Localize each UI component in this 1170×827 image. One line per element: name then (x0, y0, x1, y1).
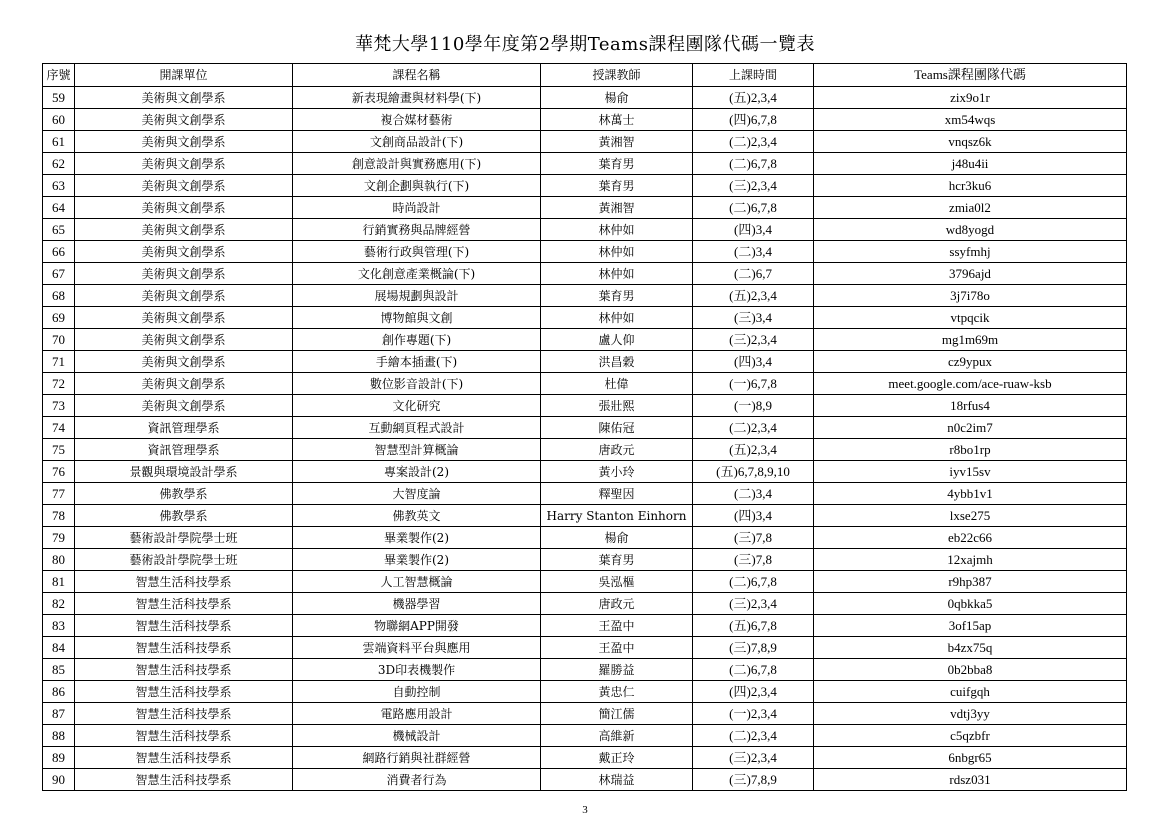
table-header (43, 64, 1127, 87)
cell-teams-code: mg1m69m (814, 329, 1127, 351)
cell-department: 藝術設計學院學士班 (75, 527, 293, 549)
cell-serial-number: 78 (43, 505, 75, 527)
cell-course-name: 文化研究 (293, 395, 541, 417)
cell-course-name: 文化創意產業概論(下) (293, 263, 541, 285)
cell-instructor: 黃小玲 (541, 461, 693, 483)
table-row (43, 241, 1127, 263)
cell-teams-code: cz9ypux (814, 351, 1127, 373)
cell-instructor: 唐政元 (541, 593, 693, 615)
table-row (43, 725, 1127, 747)
cell-instructor: 吳泓樞 (541, 571, 693, 593)
table-row (43, 439, 1127, 461)
cell-department: 美術與文創學系 (75, 285, 293, 307)
cell-serial-number: 87 (43, 703, 75, 725)
cell-teams-code: cuifgqh (814, 681, 1127, 703)
cell-department: 美術與文創學系 (75, 153, 293, 175)
cell-instructor: 林仲如 (541, 219, 693, 241)
cell-teams-code: vdtj3yy (814, 703, 1127, 725)
cell-course-name: 3D印表機製作 (293, 659, 541, 681)
cell-course-name: 消費者行為 (293, 769, 541, 791)
cell-teams-code: vtpqcik (814, 307, 1127, 329)
cell-course-name: 機器學習 (293, 593, 541, 615)
cell-instructor: 杜偉 (541, 373, 693, 395)
cell-teams-code: vnqsz6k (814, 131, 1127, 153)
cell-teams-code: zmia0l2 (814, 197, 1127, 219)
cell-course-name: 佛教英文 (293, 505, 541, 527)
table-row (43, 263, 1127, 285)
cell-instructor: 林瑞益 (541, 769, 693, 791)
cell-instructor: 楊俞 (541, 527, 693, 549)
table-row (43, 593, 1127, 615)
cell-course-name: 專案設計(2) (293, 461, 541, 483)
header-teams-code: Teams課程團隊代碼 (814, 64, 1127, 87)
cell-teams-code: b4zx75q (814, 637, 1127, 659)
cell-serial-number: 59 (43, 87, 75, 109)
cell-department: 美術與文創學系 (75, 197, 293, 219)
cell-class-time: (五)2,3,4 (693, 439, 814, 461)
table-row (43, 505, 1127, 527)
course-code-table (42, 63, 1127, 791)
cell-serial-number: 80 (43, 549, 75, 571)
cell-serial-number: 82 (43, 593, 75, 615)
table-row (43, 131, 1127, 153)
cell-serial-number: 73 (43, 395, 75, 417)
cell-course-name: 畢業製作(2) (293, 527, 541, 549)
cell-teams-code: r8bo1rp (814, 439, 1127, 461)
cell-class-time: (二)2,3,4 (693, 131, 814, 153)
cell-class-time: (四)3,4 (693, 351, 814, 373)
cell-serial-number: 71 (43, 351, 75, 373)
cell-course-name: 複合媒材藝術 (293, 109, 541, 131)
cell-department: 美術與文創學系 (75, 131, 293, 153)
cell-instructor: 釋聖因 (541, 483, 693, 505)
cell-serial-number: 84 (43, 637, 75, 659)
cell-teams-code: eb22c66 (814, 527, 1127, 549)
header-department: 開課單位 (75, 64, 293, 87)
cell-instructor: 林仲如 (541, 307, 693, 329)
cell-course-name: 文創企劃與執行(下) (293, 175, 541, 197)
table-row (43, 373, 1127, 395)
cell-serial-number: 67 (43, 263, 75, 285)
cell-instructor: 葉育男 (541, 285, 693, 307)
header-serial-number: 序號 (43, 64, 75, 87)
cell-instructor: 王盈中 (541, 615, 693, 637)
cell-teams-code: r9hp387 (814, 571, 1127, 593)
cell-class-time: (三)2,3,4 (693, 747, 814, 769)
cell-course-name: 創作專題(下) (293, 329, 541, 351)
table-row (43, 615, 1127, 637)
cell-instructor: 陳佑冠 (541, 417, 693, 439)
table-row (43, 461, 1127, 483)
cell-serial-number: 69 (43, 307, 75, 329)
header-instructor: 授課教師 (541, 64, 693, 87)
cell-instructor: Harry Stanton Einhorn (541, 505, 693, 527)
cell-course-name: 新表現繪畫與材料學(下) (293, 87, 541, 109)
cell-class-time: (四)3,4 (693, 219, 814, 241)
cell-teams-code: 3j7i78o (814, 285, 1127, 307)
cell-teams-code: 4ybb1v1 (814, 483, 1127, 505)
table-row (43, 681, 1127, 703)
cell-teams-code: zix9o1r (814, 87, 1127, 109)
cell-class-time: (三)7,8 (693, 549, 814, 571)
cell-course-name: 手繪本插畫(下) (293, 351, 541, 373)
cell-serial-number: 86 (43, 681, 75, 703)
cell-instructor: 黃湘智 (541, 131, 693, 153)
cell-class-time: (二)6,7 (693, 263, 814, 285)
table-row (43, 395, 1127, 417)
cell-class-time: (二)2,3,4 (693, 725, 814, 747)
cell-course-name: 電路應用設計 (293, 703, 541, 725)
cell-course-name: 畢業製作(2) (293, 549, 541, 571)
cell-instructor: 高維新 (541, 725, 693, 747)
table-row (43, 659, 1127, 681)
cell-serial-number: 75 (43, 439, 75, 461)
cell-instructor: 張壯熙 (541, 395, 693, 417)
cell-instructor: 林萬士 (541, 109, 693, 131)
header-row (43, 64, 1127, 87)
cell-class-time: (三)2,3,4 (693, 329, 814, 351)
table-row (43, 417, 1127, 439)
cell-serial-number: 79 (43, 527, 75, 549)
cell-class-time: (二)2,3,4 (693, 417, 814, 439)
table-row (43, 285, 1127, 307)
cell-teams-code: n0c2im7 (814, 417, 1127, 439)
cell-instructor: 簡江儒 (541, 703, 693, 725)
cell-serial-number: 77 (43, 483, 75, 505)
cell-serial-number: 90 (43, 769, 75, 791)
cell-course-name: 時尚設計 (293, 197, 541, 219)
cell-teams-code: c5qzbfr (814, 725, 1127, 747)
table-row (43, 703, 1127, 725)
cell-teams-code: lxse275 (814, 505, 1127, 527)
cell-department: 智慧生活科技學系 (75, 637, 293, 659)
cell-serial-number: 70 (43, 329, 75, 351)
cell-teams-code: 3796ajd (814, 263, 1127, 285)
cell-serial-number: 85 (43, 659, 75, 681)
cell-class-time: (二)6,7,8 (693, 197, 814, 219)
table-row (43, 153, 1127, 175)
cell-instructor: 葉育男 (541, 153, 693, 175)
cell-serial-number: 63 (43, 175, 75, 197)
cell-teams-code: ssyfmhj (814, 241, 1127, 263)
table-row (43, 351, 1127, 373)
cell-department: 美術與文創學系 (75, 241, 293, 263)
cell-course-name: 行銷實務與品牌經營 (293, 219, 541, 241)
table-row (43, 219, 1127, 241)
cell-teams-code: 0qbkka5 (814, 593, 1127, 615)
cell-teams-code: hcr3ku6 (814, 175, 1127, 197)
cell-class-time: (四)6,7,8 (693, 109, 814, 131)
cell-class-time: (五)6,7,8,9,10 (693, 461, 814, 483)
cell-class-time: (二)6,7,8 (693, 659, 814, 681)
cell-course-name: 大智度論 (293, 483, 541, 505)
cell-serial-number: 89 (43, 747, 75, 769)
cell-department: 藝術設計學院學士班 (75, 549, 293, 571)
cell-class-time: (三)7,8,9 (693, 769, 814, 791)
cell-course-name: 人工智慧概論 (293, 571, 541, 593)
table-row (43, 87, 1127, 109)
cell-department: 智慧生活科技學系 (75, 681, 293, 703)
cell-class-time: (二)3,4 (693, 241, 814, 263)
cell-department: 景觀與環境設計學系 (75, 461, 293, 483)
table-row (43, 769, 1127, 791)
document-title: 華梵大學110學年度第2學期Teams課程團隊代碼一覽表 (354, 34, 816, 55)
cell-instructor: 林仲如 (541, 241, 693, 263)
cell-department: 智慧生活科技學系 (75, 703, 293, 725)
cell-serial-number: 72 (43, 373, 75, 395)
cell-class-time: (四)3,4 (693, 505, 814, 527)
cell-department: 美術與文創學系 (75, 109, 293, 131)
cell-department: 智慧生活科技學系 (75, 615, 293, 637)
header-course-name: 課程名稱 (293, 64, 541, 87)
table-row (43, 307, 1127, 329)
cell-department: 資訊管理學系 (75, 417, 293, 439)
cell-class-time: (五)2,3,4 (693, 87, 814, 109)
cell-instructor: 唐政元 (541, 439, 693, 461)
cell-course-name: 雲端資料平台與應用 (293, 637, 541, 659)
cell-serial-number: 81 (43, 571, 75, 593)
cell-department: 佛教學系 (75, 483, 293, 505)
cell-serial-number: 60 (43, 109, 75, 131)
cell-course-name: 文創商品設計(下) (293, 131, 541, 153)
cell-class-time: (三)7,8 (693, 527, 814, 549)
cell-department: 美術與文創學系 (75, 373, 293, 395)
cell-instructor: 洪昌穀 (541, 351, 693, 373)
table-row (43, 637, 1127, 659)
cell-course-name: 自動控制 (293, 681, 541, 703)
cell-department: 美術與文創學系 (75, 87, 293, 109)
table-body (43, 87, 1127, 791)
cell-department: 美術與文創學系 (75, 307, 293, 329)
table-row (43, 527, 1127, 549)
cell-department: 智慧生活科技學系 (75, 659, 293, 681)
cell-serial-number: 65 (43, 219, 75, 241)
cell-serial-number: 83 (43, 615, 75, 637)
cell-serial-number: 76 (43, 461, 75, 483)
page-number: 3 (582, 804, 588, 816)
cell-class-time: (五)6,7,8 (693, 615, 814, 637)
cell-course-name: 智慧型計算概論 (293, 439, 541, 461)
cell-class-time: (三)2,3,4 (693, 175, 814, 197)
cell-course-name: 藝術行政與管理(下) (293, 241, 541, 263)
cell-course-name: 網路行銷與社群經營 (293, 747, 541, 769)
cell-instructor: 黃湘智 (541, 197, 693, 219)
cell-teams-code: 12xajmh (814, 549, 1127, 571)
cell-course-name: 物聯網APP開發 (293, 615, 541, 637)
cell-course-name: 博物館與文創 (293, 307, 541, 329)
cell-department: 美術與文創學系 (75, 329, 293, 351)
cell-course-name: 機械設計 (293, 725, 541, 747)
cell-teams-code: meet.google.com/ace-ruaw-ksb (814, 373, 1127, 395)
cell-class-time: (三)3,4 (693, 307, 814, 329)
cell-instructor: 戴正玲 (541, 747, 693, 769)
cell-instructor: 王盈中 (541, 637, 693, 659)
cell-department: 智慧生活科技學系 (75, 725, 293, 747)
table-row (43, 483, 1127, 505)
cell-teams-code: 18rfus4 (814, 395, 1127, 417)
cell-class-time: (一)8,9 (693, 395, 814, 417)
table-row (43, 175, 1127, 197)
cell-instructor: 盧人仰 (541, 329, 693, 351)
cell-serial-number: 88 (43, 725, 75, 747)
cell-teams-code: xm54wqs (814, 109, 1127, 131)
cell-serial-number: 66 (43, 241, 75, 263)
table-row (43, 571, 1127, 593)
cell-teams-code: iyv15sv (814, 461, 1127, 483)
cell-class-time: (二)6,7,8 (693, 153, 814, 175)
cell-teams-code: 0b2bba8 (814, 659, 1127, 681)
cell-course-name: 展場規劃與設計 (293, 285, 541, 307)
cell-serial-number: 64 (43, 197, 75, 219)
cell-department: 智慧生活科技學系 (75, 571, 293, 593)
cell-instructor: 葉育男 (541, 549, 693, 571)
cell-department: 美術與文創學系 (75, 395, 293, 417)
cell-class-time: (三)7,8,9 (693, 637, 814, 659)
cell-teams-code: 6nbgr65 (814, 747, 1127, 769)
cell-teams-code: j48u4ii (814, 153, 1127, 175)
table-row (43, 747, 1127, 769)
table-row (43, 549, 1127, 571)
cell-instructor: 黃忠仁 (541, 681, 693, 703)
cell-class-time: (二)3,4 (693, 483, 814, 505)
cell-teams-code: 3of15ap (814, 615, 1127, 637)
cell-department: 佛教學系 (75, 505, 293, 527)
header-class-time: 上課時間 (693, 64, 814, 87)
cell-class-time: (一)2,3,4 (693, 703, 814, 725)
table-row (43, 109, 1127, 131)
cell-serial-number: 68 (43, 285, 75, 307)
cell-teams-code: wd8yogd (814, 219, 1127, 241)
cell-teams-code: rdsz031 (814, 769, 1127, 791)
cell-department: 智慧生活科技學系 (75, 747, 293, 769)
cell-instructor: 林仲如 (541, 263, 693, 285)
cell-department: 智慧生活科技學系 (75, 593, 293, 615)
cell-department: 美術與文創學系 (75, 175, 293, 197)
cell-instructor: 羅勝益 (541, 659, 693, 681)
cell-class-time: (一)6,7,8 (693, 373, 814, 395)
cell-serial-number: 62 (43, 153, 75, 175)
cell-instructor: 葉育男 (541, 175, 693, 197)
cell-department: 美術與文創學系 (75, 351, 293, 373)
cell-instructor: 楊俞 (541, 87, 693, 109)
cell-department: 美術與文創學系 (75, 263, 293, 285)
cell-department: 美術與文創學系 (75, 219, 293, 241)
cell-course-name: 互動網頁程式設計 (293, 417, 541, 439)
cell-department: 智慧生活科技學系 (75, 769, 293, 791)
cell-course-name: 創意設計與實務應用(下) (293, 153, 541, 175)
cell-class-time: (四)2,3,4 (693, 681, 814, 703)
cell-department: 資訊管理學系 (75, 439, 293, 461)
cell-serial-number: 61 (43, 131, 75, 153)
cell-class-time: (三)2,3,4 (693, 593, 814, 615)
cell-serial-number: 74 (43, 417, 75, 439)
table-row (43, 197, 1127, 219)
cell-class-time: (五)2,3,4 (693, 285, 814, 307)
table-row (43, 329, 1127, 351)
cell-class-time: (二)6,7,8 (693, 571, 814, 593)
cell-course-name: 數位影音設計(下) (293, 373, 541, 395)
